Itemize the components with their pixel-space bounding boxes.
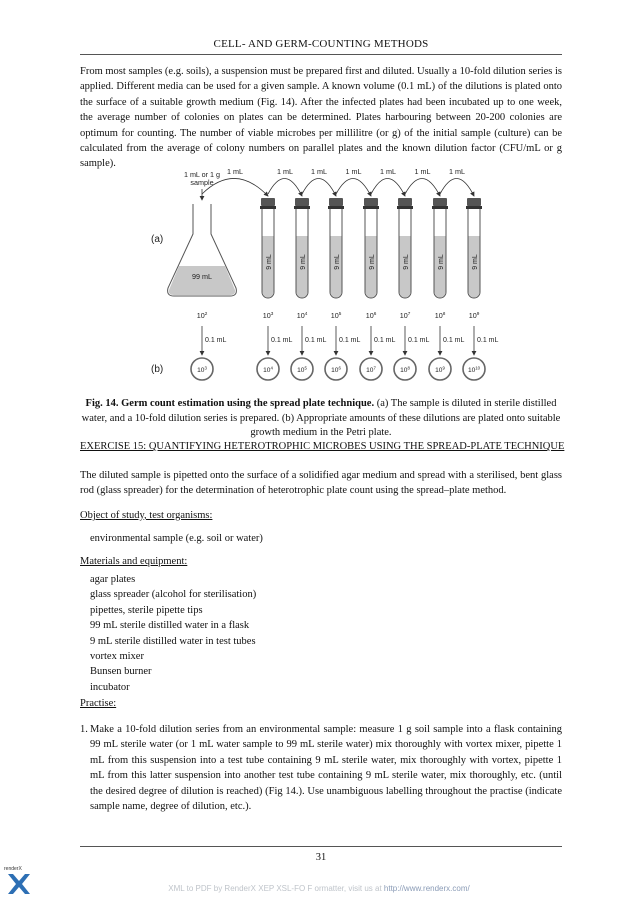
tube-dilution-label: $10^8$ (434, 311, 446, 320)
transfer-arrow (405, 178, 440, 196)
dilution-series-diagram (80, 162, 562, 390)
materials-item: glass spreader (alcohol for sterilisation) (90, 589, 257, 601)
figure-caption (80, 397, 562, 441)
step-number: 1. (80, 724, 88, 735)
tube-volume-label: 9 mL (403, 254, 410, 270)
tube-cap (398, 198, 412, 206)
materials-item: agar plates (90, 574, 136, 585)
header-rule (80, 54, 562, 55)
object-section-title: Object of study, test organisms: (80, 510, 213, 521)
flask-volume-label: 99 mL (192, 272, 212, 281)
tube-cap-rim (294, 206, 310, 209)
exercise-title: EXERCISE 15: QUANTIFYING HETEROTROPHIC MICROBES USING THE SPREAD-PLATE TECHNIQUE (80, 441, 565, 452)
transfer-arrow (440, 178, 474, 196)
plate-dilution-label: $10^5$ (297, 365, 307, 374)
panel-b-label: (b) (151, 364, 164, 375)
tube-cap-rim (397, 206, 413, 209)
tube-cap (364, 198, 378, 206)
tube-dilution-label: $10^5$ (330, 311, 342, 320)
materials-item: Bunsen burner (90, 666, 152, 678)
materials-item: incubator (90, 681, 130, 693)
tube-cap-rim (328, 206, 344, 209)
watermark-text: XML to PDF by RenderX XEP XSL-FO F ormatter, visit us at (168, 884, 384, 893)
tube-cap (295, 198, 309, 206)
plate-dilution-label: $10^3$ (197, 365, 207, 374)
materials-item: 9 mL sterile distilled water in test tubes (90, 635, 256, 647)
tube-cap (433, 198, 447, 206)
plate-dilution-label: $10^7$ (366, 365, 376, 374)
tube-dilution-label: $10^7$ (399, 311, 411, 320)
transfer-label: 1 mL (380, 167, 396, 176)
plate-volume-label: 0.1 mL (443, 337, 465, 344)
transfer-label: 1 mL (277, 167, 293, 176)
caption-bold: Fig. 14. Germ count estimation using the spread plate technique. (85, 398, 375, 409)
footer-rule (80, 846, 562, 847)
tube-cap-rim (466, 206, 482, 209)
watermark (0, 884, 638, 893)
tube-cap (261, 198, 275, 206)
transfer-label: 1 mL (311, 167, 327, 176)
plate-dilution-label: $10^8$ (400, 365, 410, 374)
plate-dilution-label: $10^9$ (435, 365, 445, 374)
tube-volume-label: 9 mL (300, 254, 307, 270)
plate-volume-label: 0.1 mL (305, 337, 327, 344)
materials-item: pipettes, sterile pipette tips (90, 604, 203, 616)
transfer-arrow (371, 178, 405, 196)
tube-cap (467, 198, 481, 206)
plate-dilution-label: $10^6$ (331, 365, 341, 374)
transfer-label: 1 mL (227, 167, 243, 176)
plate-dilution-label: $10^4$ (263, 365, 273, 374)
plate-dilution-label: $10^{10}$ (467, 365, 481, 374)
practise-section-title: Practise: (80, 698, 117, 709)
transfer-arrow (268, 178, 302, 196)
tube-dilution-label: $10^6$ (365, 311, 377, 320)
figure-14 (80, 162, 562, 390)
plate-volume-label: 0.1 mL (374, 337, 396, 344)
plate-volume-label: 0.1 mL (205, 337, 227, 344)
materials-item: 99 mL sterile distilled water in a flask (90, 620, 250, 632)
tube-volume-label: 9 mL (334, 254, 341, 270)
tube-cap-rim (260, 206, 276, 209)
tube-volume-label: 9 mL (266, 254, 273, 270)
plate-volume-label: 0.1 mL (408, 337, 430, 344)
tube-dilution-label: $10^4$ (296, 311, 308, 320)
panel-a-label: (a) (151, 234, 164, 245)
transfer-label: 1 mL (449, 167, 465, 176)
page-number: 31 (315, 852, 327, 863)
tube-cap-rim (363, 206, 379, 209)
running-header: CELL- AND GERM-COUNTING METHODS (213, 38, 429, 50)
sample-label: 1 mL or 1 g (183, 170, 221, 179)
transfer-label: 1 mL (414, 167, 431, 176)
logo-text: renderX (4, 866, 22, 872)
plate-volume-label: 0.1 mL (477, 337, 499, 344)
transfer-arrow (302, 178, 336, 196)
materials-item: vortex mixer (90, 651, 144, 663)
materials-list (90, 572, 256, 695)
tube-volume-label: 9 mL (438, 254, 445, 270)
transfer-label: 1 mL (345, 167, 362, 176)
plate-volume-label: 0.1 mL (271, 337, 293, 344)
tube-volume-label: 9 mL (472, 254, 479, 270)
flask-dilution-label: $10^2$ (196, 311, 208, 320)
caption-text: (a) The sample is diluted in sterile distilled water, and a 10-fold dilution series is prepared. (b) Appropriate amounts of these dilutions are plated onto suitable growth medium in the Petri plate. (81, 398, 561, 439)
sample-label: sample (190, 178, 214, 187)
tube-volume-label: 9 mL (369, 254, 376, 270)
plate-volume-label: 0.1 mL (339, 337, 361, 344)
tube-cap-rim (432, 206, 448, 209)
exercise-intro: The diluted sample is pipetted onto the surface of a solidified agar medium and spread with a sterilised, bent glass rod (glass spreader) for the determination of heterotrophic plate count using the spread–plate method. (80, 470, 562, 497)
practise-step (80, 722, 562, 814)
intro-paragraph: From most samples (e.g. soils), a suspension must be prepared first and diluted. Usually a 10-fold dilution series is applied. Different media can be used for a given sample. A known volume (0.1 mL) of the dilutions is plated onto the surface of a suitable growth medium (Fig. 14). After the infected plates had been incubated up to one week, the average number of colonies on plates can be determined. Plates harbouring between 20-200 colonies are optimum for counting. The number of viable microbes per millilitre (or g) of the initial sample (culture) can be calculated from the average of colony numbers on parallel plates and the known dilution factor (CFU/mL or g sample). (80, 66, 562, 170)
materials-section-title: Materials and equipment: (80, 556, 188, 567)
tube-dilution-label: $10^9$ (468, 311, 480, 320)
watermark-link[interactable]: http://www.renderx.com/ (383, 884, 470, 893)
step-text: Make a 10-fold dilution series from an environmental sample: measure 1 g soil sample into a flask containing 99 mL sterile water (or 1 mL water sample to 99 mL sterile water) mix thoroughly with vortex mixer, pipette 1 mL from this suspension into a test tube containing 9 mL sterile water, mix thoroughly with vortex, pipette 1 mL from this latter suspension into another test tube containing 9 mL sterile water, mix thoroughly, etc. (until the desired degree of dilution is reached) (Fig 14.). Use unambiguous labelling throughout the practise (indicate sample name, degree of dilution, etc.). (90, 724, 562, 813)
renderx-logo (2, 862, 32, 902)
tube-cap (329, 198, 343, 206)
transfer-arrow (336, 178, 371, 196)
tube-dilution-label: $10^3$ (262, 311, 274, 320)
object-section-text: environmental sample (e.g. soil or water) (90, 533, 263, 544)
